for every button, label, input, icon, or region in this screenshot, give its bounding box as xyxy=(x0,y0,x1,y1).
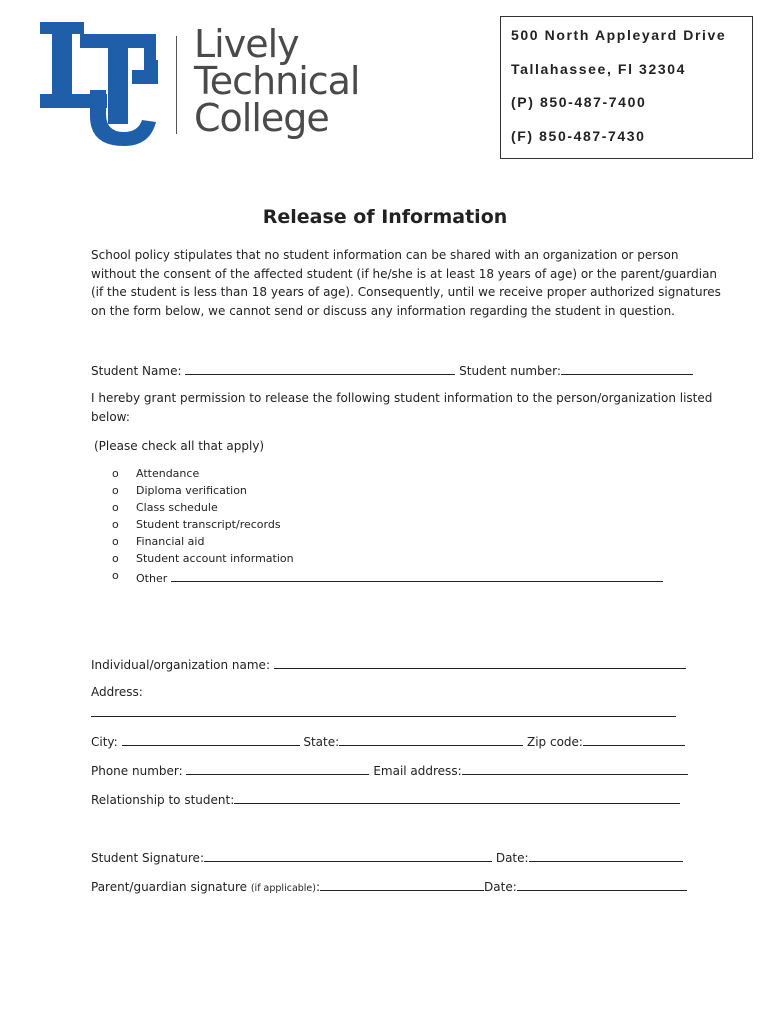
email-label: Email address: xyxy=(373,764,462,778)
city-field[interactable] xyxy=(122,733,300,746)
parent-signature-field[interactable] xyxy=(320,878,484,891)
parent-signature-row xyxy=(91,878,687,894)
city-state-zip-row xyxy=(91,733,685,749)
student-name-field[interactable] xyxy=(185,362,455,375)
checkbox-bullet[interactable]: o xyxy=(112,518,119,531)
email-field[interactable] xyxy=(462,762,688,775)
fax-number: (F) 850-487-7430 xyxy=(511,127,646,144)
college-logo xyxy=(36,20,386,155)
grant-line-2: below: xyxy=(91,410,130,424)
grant-line-1: I hereby grant permission to release the following student information to the person/organization listed xyxy=(91,391,713,405)
logo-divider xyxy=(176,36,177,134)
college-name-line-3: College xyxy=(194,96,329,140)
city-label: City: xyxy=(91,735,118,749)
city-address: Tallahassee, Fl 32304 xyxy=(511,60,686,77)
policy-line: on the form below, we cannot send or discuss any information regarding the student in question. xyxy=(91,303,675,318)
checklist-label xyxy=(136,569,663,585)
state-label: State: xyxy=(303,735,340,749)
checkbox-bullet[interactable]: o xyxy=(112,569,119,582)
other-label: Other xyxy=(136,572,168,585)
policy-line: without the consent of the affected student (if he/she is at least 18 years of age) or the parent/guardian xyxy=(91,266,718,281)
checkbox-bullet[interactable]: o xyxy=(112,535,119,548)
policy-line: School policy stipulates that no student information can be shared with an organization or person xyxy=(91,248,679,262)
student-date-field[interactable] xyxy=(529,849,683,862)
student-date-label: Date: xyxy=(495,851,529,865)
phone-email-row xyxy=(91,762,688,778)
relationship-field[interactable] xyxy=(234,791,680,804)
checklist-label: Diploma verification xyxy=(136,484,247,497)
parent-date-field[interactable] xyxy=(517,878,687,891)
address-label: Address: xyxy=(91,685,143,699)
student-signature-row xyxy=(91,849,683,865)
checklist-label: Financial aid xyxy=(136,535,205,548)
ltc-monogram-icon xyxy=(36,20,161,150)
student-number-label: Student number: xyxy=(459,364,561,378)
phone-label: Phone number: xyxy=(91,764,183,778)
checkbox-bullet[interactable]: o xyxy=(112,552,119,565)
address-field[interactable] xyxy=(91,716,676,717)
parent-signature-label: Parent/guardian signature xyxy=(91,880,248,894)
if-applicable-note: (if applicable) xyxy=(250,883,316,894)
phone-field[interactable] xyxy=(186,762,369,775)
page-title: Release of Information xyxy=(262,206,508,228)
phone-number: (P) 850-487-7400 xyxy=(511,94,647,110)
individual-org-label: Individual/organization name: xyxy=(91,658,270,672)
colon: : xyxy=(315,880,321,894)
street-address: 500 North Appleyard Drive xyxy=(511,27,727,43)
parent-date-label: Date: xyxy=(484,880,517,894)
state-field[interactable] xyxy=(339,733,523,746)
address-box xyxy=(500,16,753,159)
check-note: (Please check all that apply) xyxy=(94,439,265,453)
checklist-label: Student account information xyxy=(136,552,294,565)
zip-field[interactable] xyxy=(583,733,685,746)
policy-paragraph xyxy=(91,246,721,320)
relationship-row xyxy=(91,791,680,807)
checkbox-bullet[interactable]: o xyxy=(112,484,119,497)
checklist-label: Student transcript/records xyxy=(136,518,281,531)
individual-org-field[interactable] xyxy=(274,656,686,669)
individual-org-row xyxy=(91,656,686,672)
checkbox-bullet[interactable]: o xyxy=(112,501,119,514)
college-name xyxy=(194,22,360,140)
zip-label: Zip code: xyxy=(527,735,583,749)
student-name-label: Student Name: xyxy=(91,364,182,378)
student-signature-field[interactable] xyxy=(204,849,492,862)
checklist-label: Class schedule xyxy=(136,501,218,514)
other-field[interactable] xyxy=(171,569,663,582)
student-info-row xyxy=(91,362,693,378)
college-name-line-1: Lively xyxy=(194,22,299,66)
checklist-label: Attendance xyxy=(136,467,200,480)
relationship-label: Relationship to student: xyxy=(91,793,235,807)
student-number-field[interactable] xyxy=(561,362,693,375)
policy-line: (if the student is less than 18 years of age). Consequently, until we receive proper authorized signatures xyxy=(91,285,721,299)
student-signature-label: Student Signature: xyxy=(91,851,204,865)
college-name-line-2: Technical xyxy=(194,59,360,103)
checkbox-bullet[interactable]: o xyxy=(112,467,119,480)
